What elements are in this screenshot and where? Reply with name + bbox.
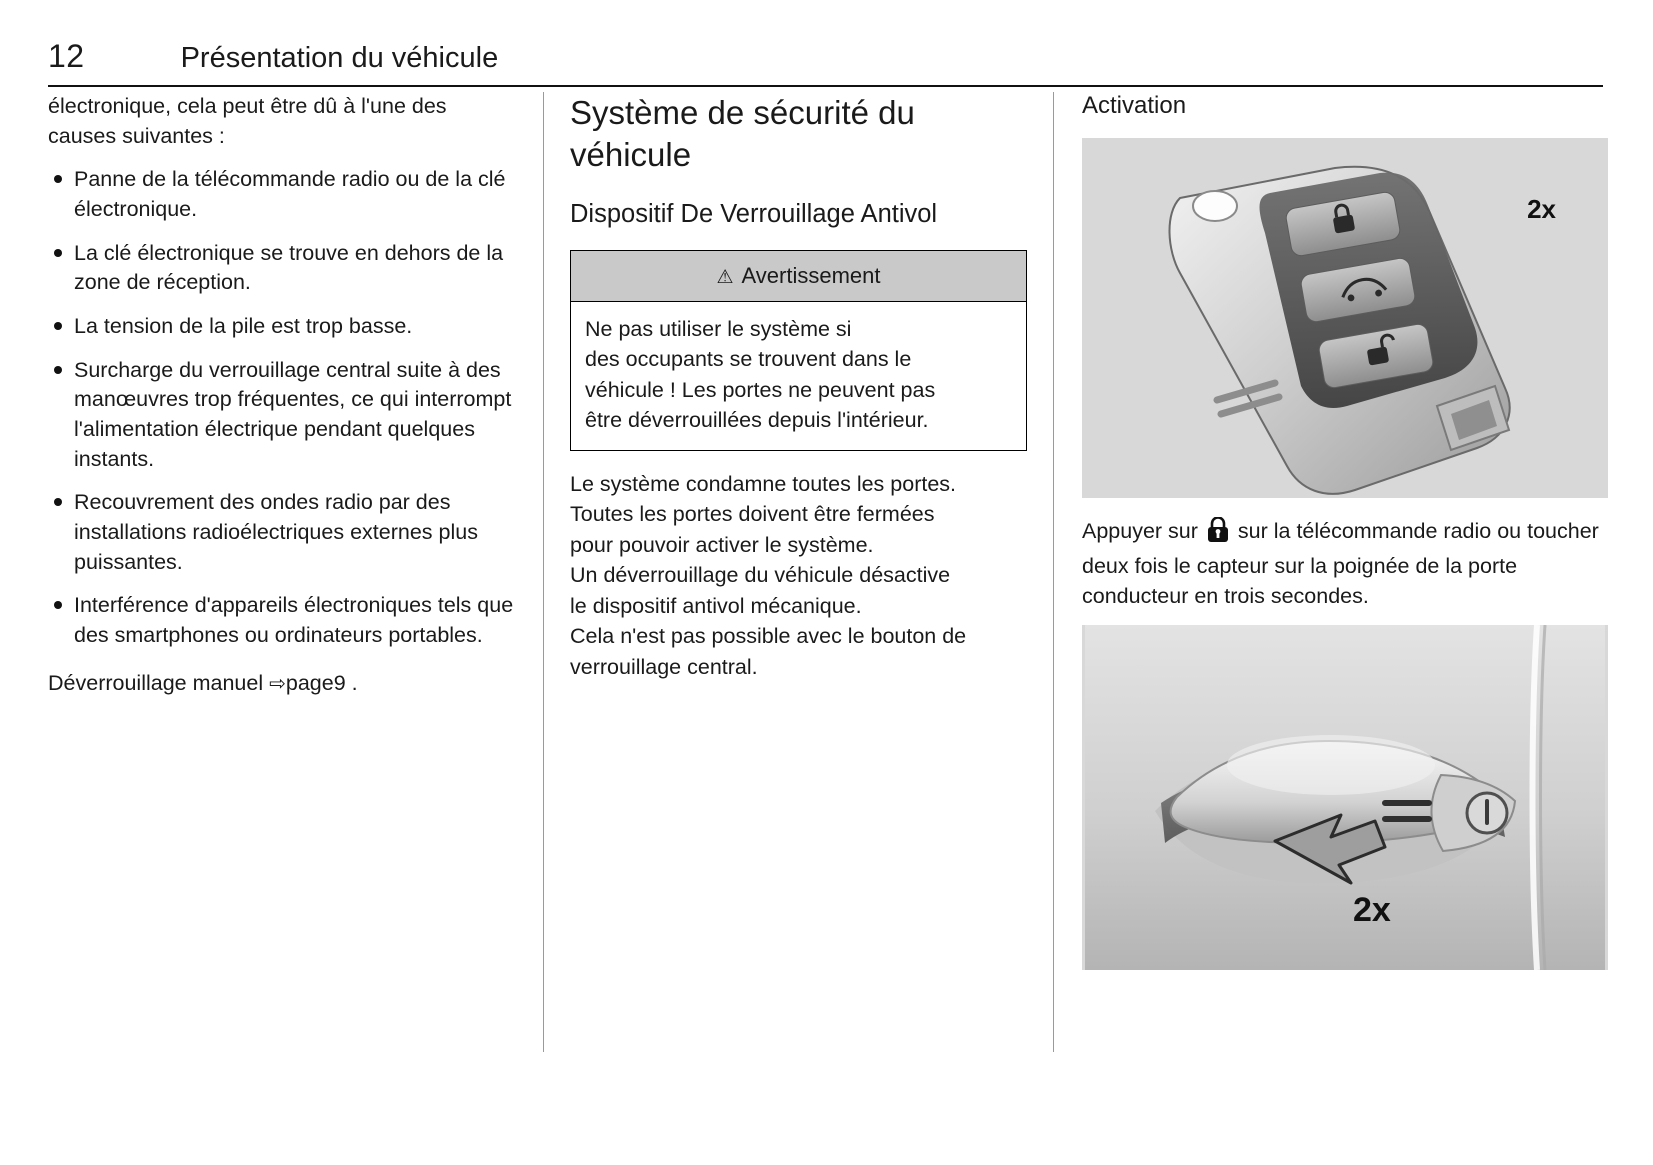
cross-reference-target[interactable]: page9 bbox=[285, 670, 346, 695]
page-columns bbox=[48, 92, 1608, 1052]
list-item: Interférence d'appareils électroniques tels que des smartphones ou ordinateurs portables. bbox=[48, 591, 515, 650]
warning-line: véhicule ! Les portes ne peuvent pas bbox=[585, 377, 936, 402]
warning-header bbox=[571, 251, 1026, 302]
key-fob-drawing bbox=[1082, 138, 1608, 498]
paragraph-line: le dispositif antivol mécanique. bbox=[570, 593, 862, 618]
column-left bbox=[48, 92, 543, 1052]
chapter-title: Système de sécurité du véhicule bbox=[570, 94, 915, 174]
lock-icon bbox=[1207, 517, 1229, 551]
paragraph-line: Un déverrouillage du véhicule désactive bbox=[570, 563, 951, 588]
list-item: Recouvrement des ondes radio par des installations radioélectriques externes plus puissantes. bbox=[48, 488, 515, 577]
body-paragraph bbox=[570, 469, 1027, 683]
door-handle-touch-count-badge: 2x bbox=[1353, 891, 1391, 930]
warning-line: être déverrouillées depuis l'intérieur. bbox=[585, 408, 929, 433]
column-right bbox=[1053, 92, 1608, 1052]
warning-body bbox=[571, 302, 1026, 450]
warning-triangle-icon: ⚠ bbox=[716, 266, 734, 288]
paragraph-line: Cela n'est pas possible avec le bouton de bbox=[570, 624, 967, 649]
warning-line: des occupants se trouvent dans le bbox=[585, 347, 912, 372]
list-item: Surcharge du verrouillage central suite à des manœuvres trop fréquentes, ce qui interrompt l'alimentation électrique pendant quelques instants. bbox=[48, 356, 515, 475]
paragraph-line: Toutes les portes doivent être fermées bbox=[570, 502, 935, 527]
lock-glyph bbox=[1207, 517, 1229, 543]
warning-line: Ne pas utiliser le système si bbox=[585, 316, 852, 341]
list-item: La tension de la pile est trop basse. bbox=[48, 312, 515, 342]
activation-title: Activation bbox=[1082, 92, 1187, 119]
cross-reference-suffix: . bbox=[351, 670, 358, 695]
page-number: 12 bbox=[48, 38, 85, 74]
warning-box bbox=[570, 250, 1027, 451]
paragraph-line: pour pouvoir activer le système. bbox=[570, 532, 874, 557]
paragraph-line: verrouillage central. bbox=[570, 654, 758, 679]
cross-reference bbox=[48, 669, 515, 699]
list-item: Panne de la télécommande radio ou de la clé électronique. bbox=[48, 165, 515, 224]
caption-text-after: sur la télécommande radio ou toucher deux fois le capteur sur la poignée de la porte conducteur en trois secondes. bbox=[1082, 519, 1599, 609]
door-handle-sensor-illustration bbox=[1082, 625, 1608, 970]
list-item: La clé électronique se trouve en dehors de la zone de réception. bbox=[48, 239, 515, 298]
cause-list bbox=[48, 165, 515, 650]
activation-caption bbox=[1082, 516, 1608, 611]
caption-text-before: Appuyer sur bbox=[1082, 519, 1198, 543]
warning-heading-label: Avertissement bbox=[741, 262, 881, 288]
door-handle-drawing bbox=[1082, 625, 1608, 970]
section-title: Dispositif De Verrouillage Antivol bbox=[570, 200, 938, 229]
intro-paragraph: électronique, cela peut être dû à l'une des causes suivantes : bbox=[48, 94, 447, 148]
key-fob-press-count-badge: 2x bbox=[1527, 194, 1556, 224]
paragraph-line: Le système condamne toutes les portes. bbox=[570, 471, 957, 496]
cross-reference-label: Déverrouillage manuel bbox=[48, 670, 264, 695]
remote-key-fob-illustration bbox=[1082, 138, 1608, 498]
page-header bbox=[48, 38, 1603, 87]
arrow-right-icon: ⇨ bbox=[269, 672, 286, 695]
column-middle bbox=[543, 92, 1053, 1052]
page-title: Présentation du véhicule bbox=[180, 42, 499, 74]
